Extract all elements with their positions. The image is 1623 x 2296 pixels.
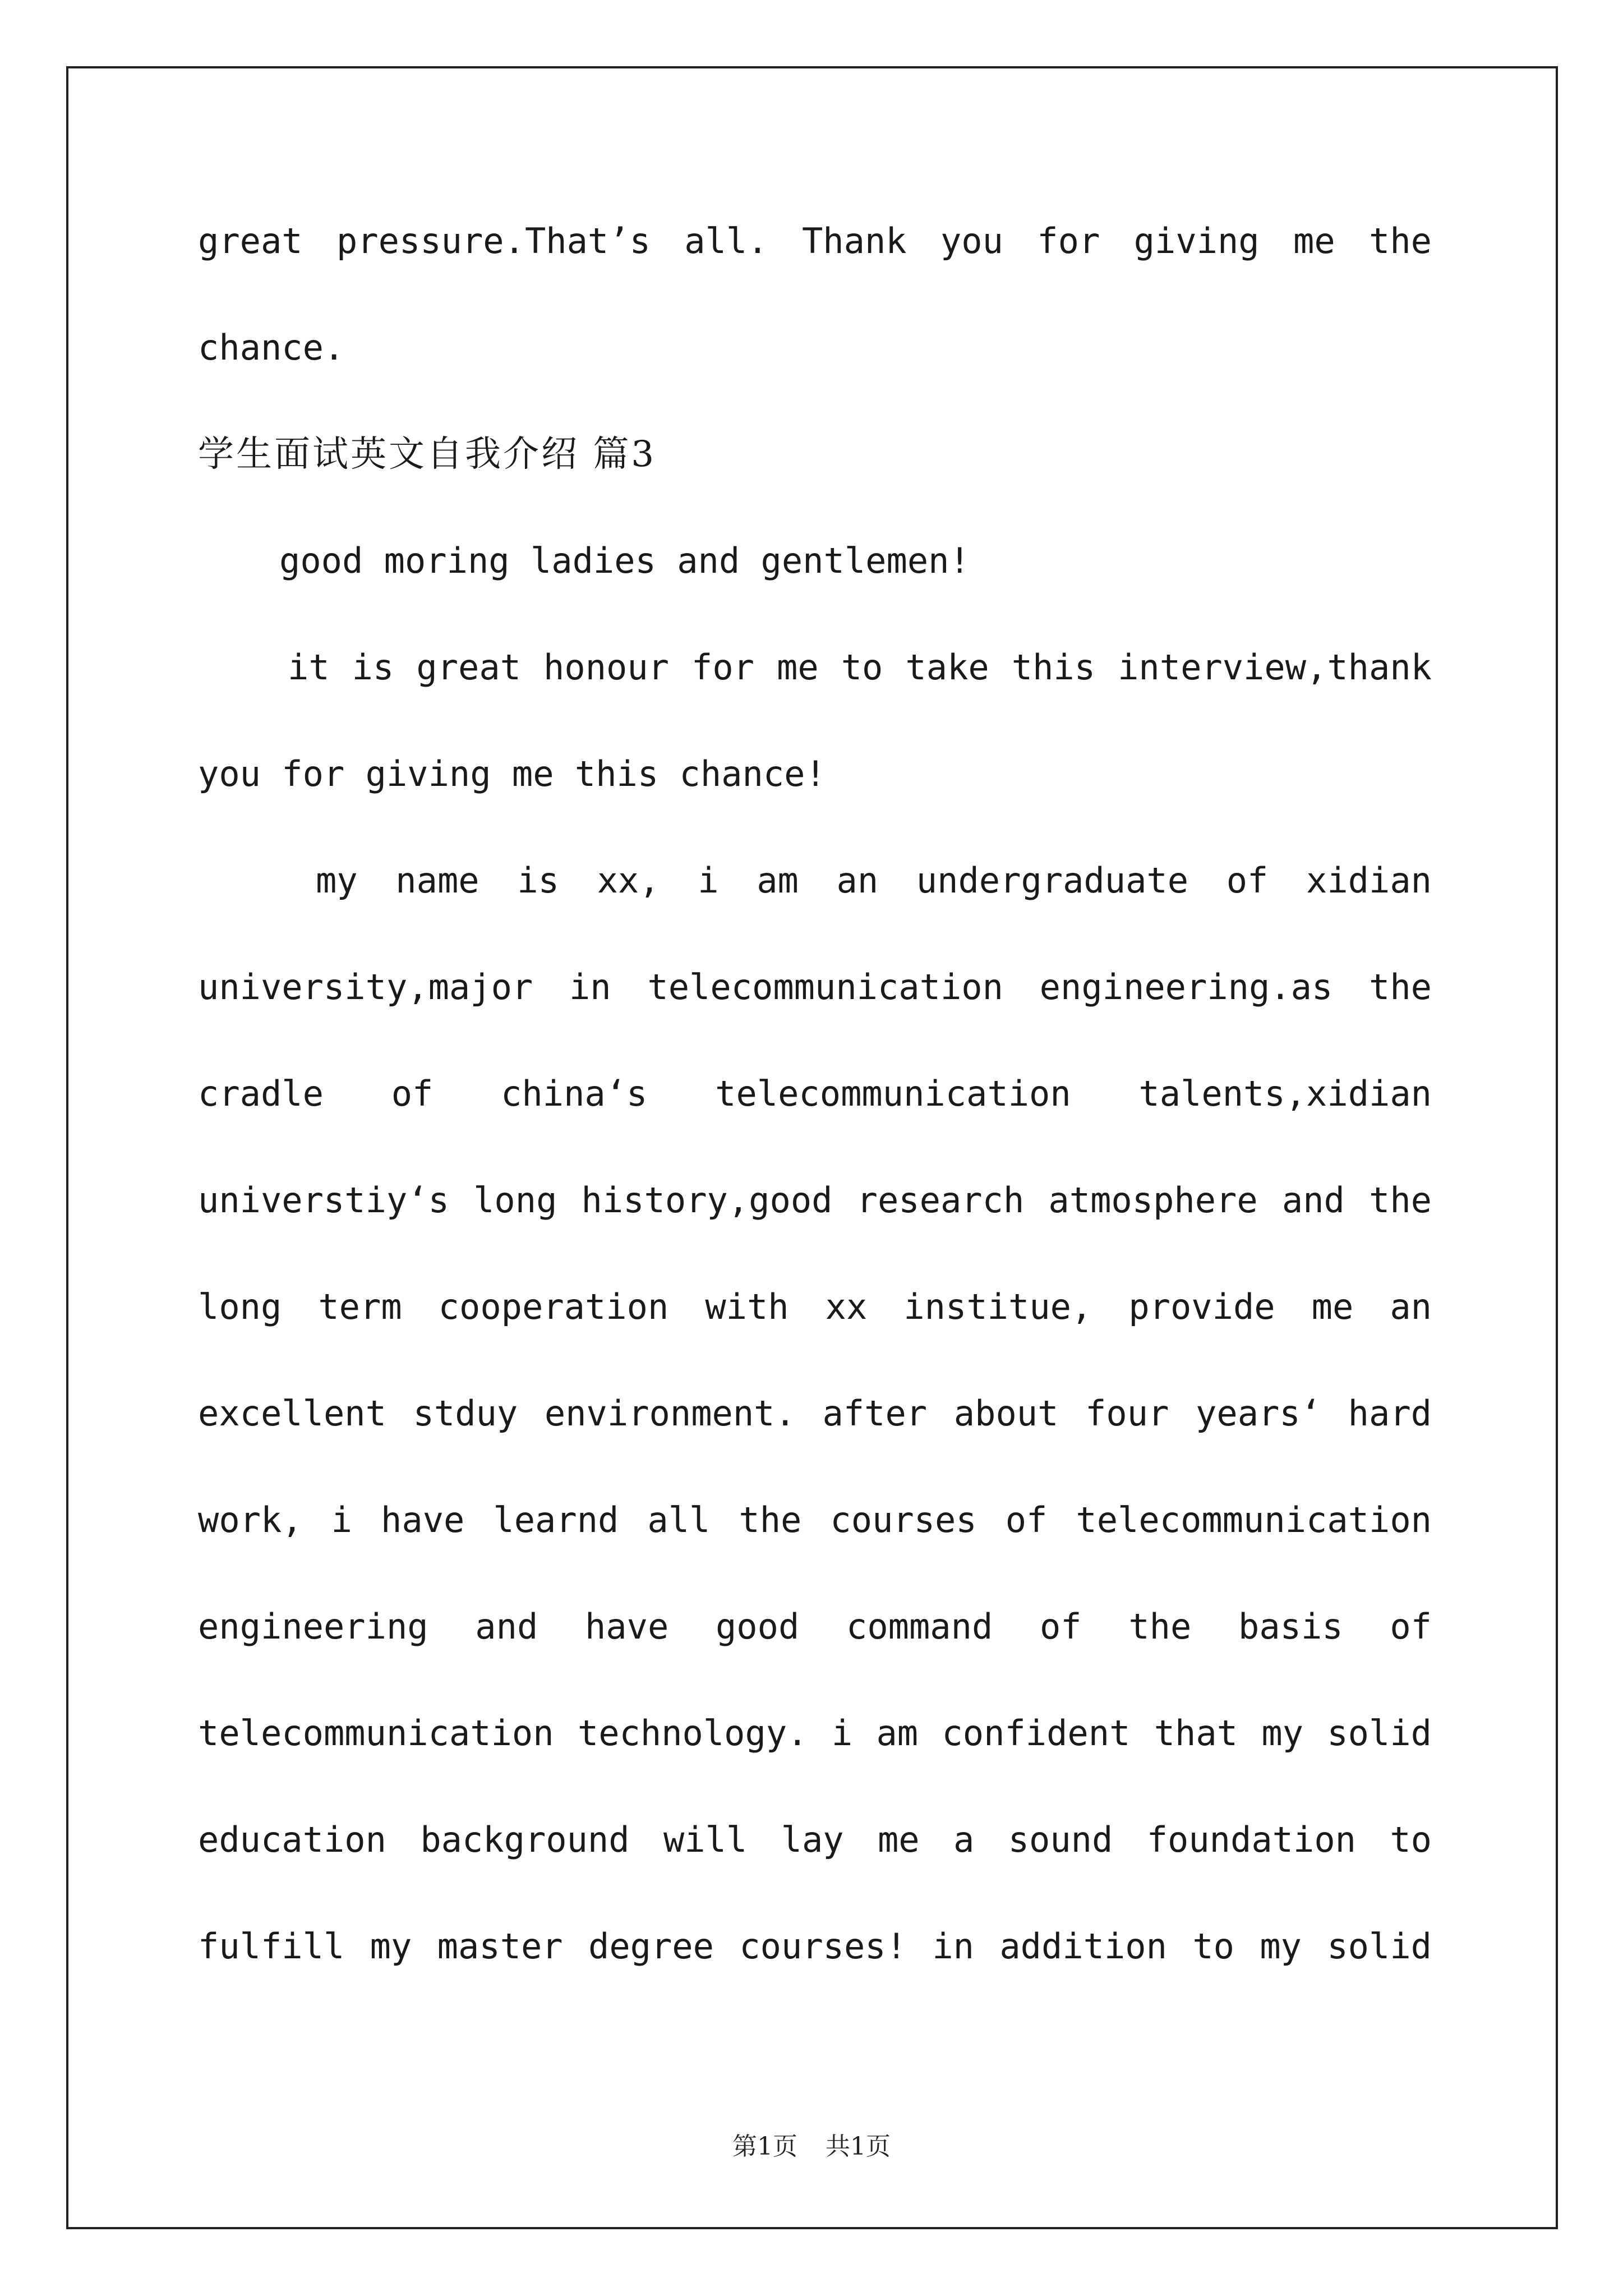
text-line: excellent stduy environment. after about four years‘ hard — [198, 1393, 1432, 1434]
text-line: telecommunication technology. i am confident that my solid — [198, 1713, 1432, 1754]
page-total: 共1页 — [826, 2132, 891, 2161]
text-line: fulfill my master degree courses! in addition to my solid — [198, 1926, 1432, 1967]
page-number: 第1页 — [732, 2132, 797, 2161]
text-line: university,major in telecommunication engineering.as the — [198, 967, 1432, 1007]
text-line: engineering and have good command of the basis of — [198, 1606, 1432, 1647]
text-line: work, i have learnd all the courses of telecommunication — [198, 1499, 1432, 1540]
text-line: it is great honour for me to take this interview,thank — [288, 647, 1432, 688]
text-line: education background will lay me a sound foundation to — [198, 1819, 1432, 1860]
text-line: chance. — [198, 327, 345, 368]
text-line: good moring ladies and gentlemen! — [279, 540, 970, 581]
text-line: you for giving me this chance! — [198, 753, 826, 794]
text-line: my name is xx, i am an undergraduate of xidian — [316, 860, 1432, 901]
text-line: cradle of china‘s telecommunication talents,xidian — [198, 1073, 1432, 1114]
section-heading: 学生面试英文自我介绍 篇3 — [198, 434, 657, 475]
text-line: long term cooperation with xx institue, provide me an — [198, 1286, 1432, 1327]
document-body — [198, 213, 1432, 2025]
page-footer — [0, 2126, 1623, 2162]
text-line: great pressure.That’s all. Thank you for giving me the — [198, 220, 1432, 261]
text-line: universtiy‘s long history,good research atmosphere and the — [198, 1180, 1432, 1221]
